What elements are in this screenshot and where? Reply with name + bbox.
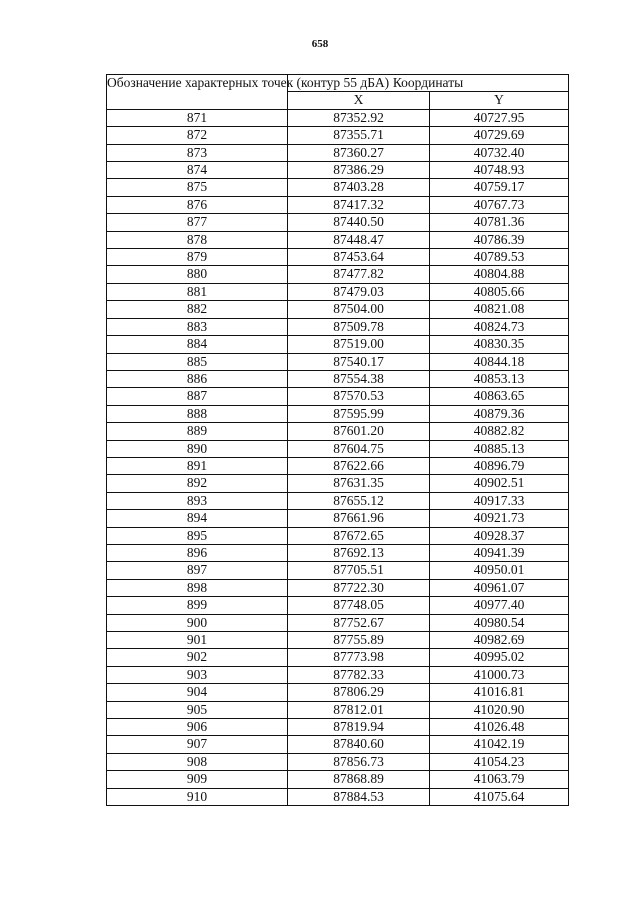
x-coordinate-cell: 87782.33 (288, 666, 430, 683)
x-coordinate-cell: 87884.53 (288, 788, 430, 805)
table-row (107, 214, 569, 231)
y-coordinate-cell: 40921.73 (430, 510, 569, 527)
x-coordinate-cell: 87448.47 (288, 231, 430, 248)
table-row (107, 562, 569, 579)
x-coordinate-cell: 87692.13 (288, 544, 430, 561)
point-number-cell: 895 (107, 527, 288, 544)
coordinates-header: Координаты (288, 75, 569, 92)
table-row (107, 736, 569, 753)
point-number-cell: 891 (107, 457, 288, 474)
x-coordinate-cell: 87840.60 (288, 736, 430, 753)
table-header (107, 75, 569, 110)
table-row (107, 527, 569, 544)
point-number-cell: 884 (107, 336, 288, 353)
table-row (107, 196, 569, 213)
x-coordinate-cell: 87570.53 (288, 388, 430, 405)
x-coordinate-cell: 87755.89 (288, 632, 430, 649)
x-coordinate-cell: 87360.27 (288, 144, 430, 161)
point-number-cell: 885 (107, 353, 288, 370)
y-coordinate-cell: 40767.73 (430, 196, 569, 213)
x-coordinate-cell: 87705.51 (288, 562, 430, 579)
point-designation-header: Обозначение характерных точек (контур 55 дБА) (107, 75, 288, 110)
x-coordinate-cell: 87453.64 (288, 249, 430, 266)
table-row (107, 492, 569, 509)
table-row (107, 283, 569, 300)
table-row (107, 249, 569, 266)
point-number-cell: 908 (107, 753, 288, 770)
x-coordinate-cell: 87856.73 (288, 753, 430, 770)
table-row (107, 179, 569, 196)
y-coordinate-cell: 40980.54 (430, 614, 569, 631)
y-coordinate-cell: 41000.73 (430, 666, 569, 683)
x-coordinate-cell: 87352.92 (288, 109, 430, 126)
x-coordinate-cell: 87477.82 (288, 266, 430, 283)
point-number-cell: 881 (107, 283, 288, 300)
point-number-cell: 878 (107, 231, 288, 248)
y-coordinate-cell: 40928.37 (430, 527, 569, 544)
x-coordinate-cell: 87440.50 (288, 214, 430, 231)
y-coordinate-cell: 40879.36 (430, 405, 569, 422)
point-number-cell: 889 (107, 423, 288, 440)
point-number-cell: 890 (107, 440, 288, 457)
y-coordinate-cell: 40781.36 (430, 214, 569, 231)
y-coordinate-cell: 40902.51 (430, 475, 569, 492)
y-coordinate-cell: 40853.13 (430, 370, 569, 387)
y-coordinate-cell: 40748.93 (430, 162, 569, 179)
x-coordinate-cell: 87540.17 (288, 353, 430, 370)
point-number-cell: 874 (107, 162, 288, 179)
point-number-cell: 904 (107, 684, 288, 701)
x-coordinate-cell: 87554.38 (288, 370, 430, 387)
x-coordinate-cell: 87509.78 (288, 318, 430, 335)
table-row (107, 719, 569, 736)
point-number-cell: 887 (107, 388, 288, 405)
point-number-cell: 898 (107, 579, 288, 596)
table-row (107, 318, 569, 335)
point-number-cell: 888 (107, 405, 288, 422)
point-number-cell: 892 (107, 475, 288, 492)
x-coordinate-cell: 87655.12 (288, 492, 430, 509)
y-coordinate-cell: 40830.35 (430, 336, 569, 353)
y-coordinate-cell: 41020.90 (430, 701, 569, 718)
x-coordinate-cell: 87722.30 (288, 579, 430, 596)
point-number-cell: 871 (107, 109, 288, 126)
point-number-cell: 896 (107, 544, 288, 561)
table-row (107, 301, 569, 318)
x-coordinate-cell: 87355.71 (288, 127, 430, 144)
table-row (107, 771, 569, 788)
table-row (107, 353, 569, 370)
coordinates-table (106, 74, 569, 806)
y-coordinate-cell: 41016.81 (430, 684, 569, 701)
point-number-cell: 897 (107, 562, 288, 579)
x-coordinate-cell: 87752.67 (288, 614, 430, 631)
table-body (107, 109, 569, 805)
y-coordinate-cell: 40844.18 (430, 353, 569, 370)
point-number-cell: 882 (107, 301, 288, 318)
x-coordinate-cell: 87595.99 (288, 405, 430, 422)
x-coordinate-cell: 87868.89 (288, 771, 430, 788)
x-coordinate-cell: 87812.01 (288, 701, 430, 718)
y-coordinate-cell: 40961.07 (430, 579, 569, 596)
y-coordinate-cell: 40863.65 (430, 388, 569, 405)
point-number-cell: 883 (107, 318, 288, 335)
y-column-header: Y (430, 92, 569, 109)
point-number-cell: 875 (107, 179, 288, 196)
x-coordinate-cell: 87819.94 (288, 719, 430, 736)
y-coordinate-cell: 40804.88 (430, 266, 569, 283)
table-row (107, 666, 569, 683)
y-coordinate-cell: 40824.73 (430, 318, 569, 335)
point-number-cell: 872 (107, 127, 288, 144)
point-number-cell: 893 (107, 492, 288, 509)
y-coordinate-cell: 41063.79 (430, 771, 569, 788)
table-row (107, 336, 569, 353)
table-row (107, 614, 569, 631)
x-column-header: X (288, 92, 430, 109)
y-coordinate-cell: 40759.17 (430, 179, 569, 196)
y-coordinate-cell: 40805.66 (430, 283, 569, 300)
point-number-cell: 909 (107, 771, 288, 788)
point-number-cell: 886 (107, 370, 288, 387)
y-coordinate-cell: 40786.39 (430, 231, 569, 248)
point-number-cell: 901 (107, 632, 288, 649)
x-coordinate-cell: 87806.29 (288, 684, 430, 701)
y-coordinate-cell: 40917.33 (430, 492, 569, 509)
x-coordinate-cell: 87601.20 (288, 423, 430, 440)
point-number-cell: 907 (107, 736, 288, 753)
x-coordinate-cell: 87661.96 (288, 510, 430, 527)
table-row (107, 701, 569, 718)
y-coordinate-cell: 41042.19 (430, 736, 569, 753)
table-row (107, 423, 569, 440)
point-number-cell: 902 (107, 649, 288, 666)
x-coordinate-cell: 87604.75 (288, 440, 430, 457)
page-number: 658 (311, 38, 329, 50)
table-row (107, 788, 569, 805)
point-number-cell: 903 (107, 666, 288, 683)
x-coordinate-cell: 87622.66 (288, 457, 430, 474)
table-row (107, 405, 569, 422)
table-row (107, 231, 569, 248)
table-row (107, 684, 569, 701)
point-number-cell: 905 (107, 701, 288, 718)
table-row (107, 579, 569, 596)
y-coordinate-cell: 40982.69 (430, 632, 569, 649)
y-coordinate-cell: 40729.69 (430, 127, 569, 144)
y-coordinate-cell: 40882.82 (430, 423, 569, 440)
point-number-cell: 877 (107, 214, 288, 231)
table-row (107, 632, 569, 649)
x-coordinate-cell: 87504.00 (288, 301, 430, 318)
x-coordinate-cell: 87773.98 (288, 649, 430, 666)
point-number-cell: 880 (107, 266, 288, 283)
x-coordinate-cell: 87479.03 (288, 283, 430, 300)
point-number-cell: 879 (107, 249, 288, 266)
y-coordinate-cell: 41075.64 (430, 788, 569, 805)
y-coordinate-cell: 40950.01 (430, 562, 569, 579)
point-number-cell: 873 (107, 144, 288, 161)
table-row (107, 457, 569, 474)
table-row (107, 127, 569, 144)
y-coordinate-cell: 40896.79 (430, 457, 569, 474)
x-coordinate-cell: 87519.00 (288, 336, 430, 353)
x-coordinate-cell: 87417.32 (288, 196, 430, 213)
table-row (107, 544, 569, 561)
y-coordinate-cell: 41026.48 (430, 719, 569, 736)
y-coordinate-cell: 40941.39 (430, 544, 569, 561)
table-row (107, 162, 569, 179)
table-row (107, 109, 569, 126)
point-number-cell: 899 (107, 597, 288, 614)
y-coordinate-cell: 40995.02 (430, 649, 569, 666)
y-coordinate-cell: 40732.40 (430, 144, 569, 161)
table-row (107, 266, 569, 283)
x-coordinate-cell: 87748.05 (288, 597, 430, 614)
table-row (107, 440, 569, 457)
point-number-cell: 906 (107, 719, 288, 736)
x-coordinate-cell: 87403.28 (288, 179, 430, 196)
y-coordinate-cell: 40885.13 (430, 440, 569, 457)
point-number-cell: 900 (107, 614, 288, 631)
y-coordinate-cell: 41054.23 (430, 753, 569, 770)
table-row (107, 510, 569, 527)
point-number-cell: 910 (107, 788, 288, 805)
table-row (107, 370, 569, 387)
table-row (107, 649, 569, 666)
y-coordinate-cell: 40977.40 (430, 597, 569, 614)
table-row (107, 597, 569, 614)
x-coordinate-cell: 87631.35 (288, 475, 430, 492)
table-row (107, 388, 569, 405)
table-row (107, 144, 569, 161)
y-coordinate-cell: 40727.95 (430, 109, 569, 126)
x-coordinate-cell: 87386.29 (288, 162, 430, 179)
x-coordinate-cell: 87672.65 (288, 527, 430, 544)
table-row (107, 475, 569, 492)
y-coordinate-cell: 40789.53 (430, 249, 569, 266)
point-number-cell: 876 (107, 196, 288, 213)
point-number-cell: 894 (107, 510, 288, 527)
y-coordinate-cell: 40821.08 (430, 301, 569, 318)
table-row (107, 753, 569, 770)
